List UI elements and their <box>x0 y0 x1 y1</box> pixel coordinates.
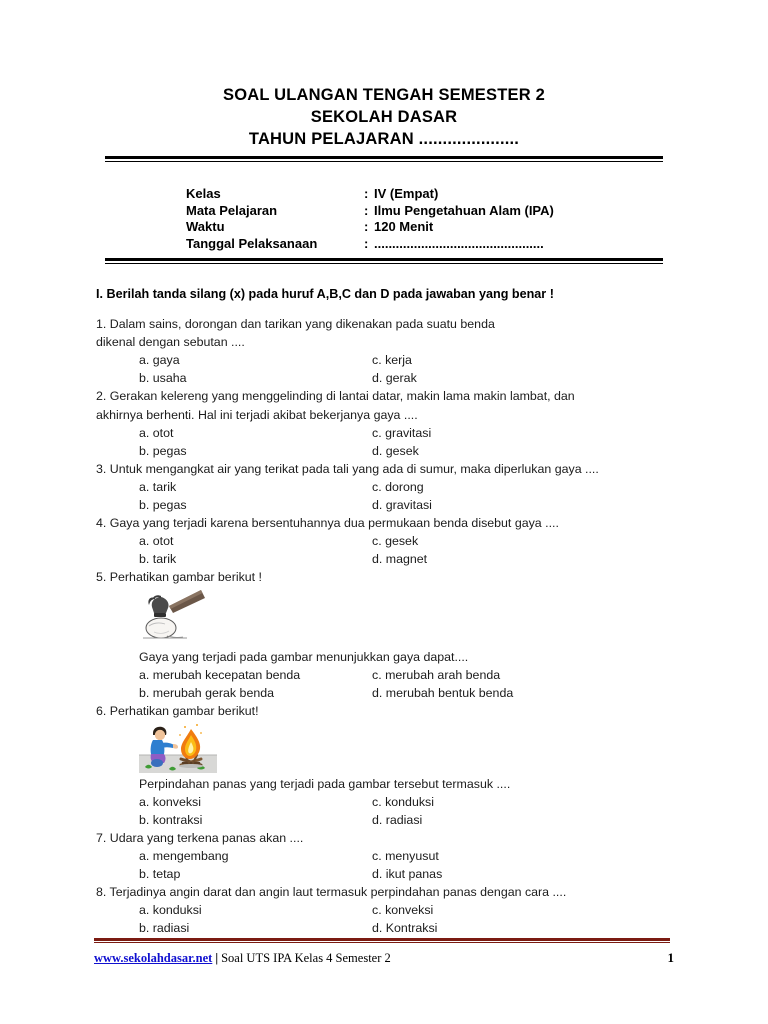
question-7-option-a[interactable]: a. mengembang <box>139 848 229 863</box>
question-7-options <box>139 847 686 883</box>
question-2-option-b[interactable]: b. pegas <box>139 443 187 458</box>
question-7-option-c[interactable]: c. menyusut <box>372 848 439 863</box>
question-5-option-c[interactable]: c. merubah arah benda <box>372 668 501 683</box>
question-1-option-b[interactable]: b. usaha <box>139 371 187 386</box>
title-line-3: TAHUN PELAJARAN ..................... <box>248 130 520 148</box>
question-8-options <box>139 901 686 937</box>
question-5-figure-wrap <box>139 586 686 648</box>
question-3-text-line-1: 3. Untuk mengangkat air yang terikat pada tali yang ada di sumur, maka diperlukan gaya .... <box>96 461 599 476</box>
question-8-option-d[interactable]: d. Kontraksi <box>372 921 438 936</box>
question-3-option-c[interactable]: c. dorong <box>372 480 424 495</box>
footer-document-title: Soal UTS IPA Kelas 4 Semester 2 <box>221 951 391 965</box>
question-5-option-a[interactable]: a. merubah kecepatan benda <box>139 668 301 683</box>
question-6-option-a[interactable]: a. konveksi <box>139 794 201 809</box>
question-7-option-d[interactable]: d. ikut panas <box>372 866 443 881</box>
info-value-kelas: IV (Empat) <box>374 186 439 201</box>
question-8-option-c[interactable]: c. konveksi <box>372 903 434 918</box>
question-7-option-b[interactable]: b. tetap <box>139 866 181 881</box>
question-1-text-line-2: dikenal dengan sebutan .... <box>96 335 245 350</box>
info-value-waktu: 120 Menit <box>374 219 434 234</box>
question-4-option-a[interactable]: a. otot <box>139 534 174 549</box>
info-value-tanggal-pelaksanaan: ............................................... <box>374 235 544 251</box>
question-2-option-d[interactable]: d. gesek <box>372 443 419 458</box>
question-list <box>96 315 686 937</box>
question-8 <box>96 883 686 937</box>
page-title <box>105 84 663 150</box>
footer-divider-thin-line <box>94 942 670 943</box>
header-divider-top <box>105 156 663 162</box>
info-label-tanggal-pelaksanaan: Tanggal Pelaksanaan <box>186 235 318 251</box>
campfire-with-boy-icon <box>139 721 217 773</box>
info-row-tanggal-pelaksanaan <box>186 236 554 253</box>
question-1-text-line-1: 1. Dalam sains, dorongan dan tarikan yang dikenakan pada suatu benda <box>96 317 495 331</box>
info-row-mata-pelajaran <box>186 203 554 220</box>
question-6-option-d[interactable]: d. radiasi <box>372 812 423 827</box>
question-1-option-a[interactable]: a. gaya <box>139 353 180 368</box>
question-6-text-line-1: 6. Perhatikan gambar berikut! <box>96 704 259 719</box>
info-sep-waktu: : <box>364 219 369 234</box>
question-4-option-c[interactable]: c. gesek <box>372 534 419 549</box>
question-1 <box>96 315 686 387</box>
question-8-option-a[interactable]: a. konduksi <box>139 903 202 918</box>
info-sep-kelas: : <box>364 186 369 201</box>
question-8-text-line-1: 8. Terjadinya angin darat dan angin laut termasuk perpindahan panas dengan cara .... <box>96 884 567 899</box>
info-label-kelas: Kelas <box>186 186 221 201</box>
question-6-caption: Perpindahan panas yang terjadi pada gambar tersebut termasuk .... <box>139 776 511 791</box>
question-2-options <box>139 424 686 460</box>
info-sep-mata-pelajaran: : <box>364 202 369 218</box>
question-5-text-line-1: 5. Perhatikan gambar berikut ! <box>96 570 262 585</box>
question-6-options <box>139 793 686 829</box>
question-5-option-d[interactable]: d. merubah bentuk benda <box>372 686 514 701</box>
divider-thin-line <box>105 161 663 162</box>
footer-website-link[interactable]: www.sekolahdasar.net <box>94 951 213 965</box>
question-3-options <box>139 478 686 514</box>
question-2-text-line-1: 2. Gerakan kelereng yang menggelinding di lantai datar, makin lama makin lambat, dan <box>96 389 575 404</box>
question-6-option-b[interactable]: b. kontraksi <box>139 812 203 827</box>
question-2-text-line-2: akhirnya berhenti. Hal ini terjadi akibat bekerjanya gaya .... <box>96 407 418 422</box>
section-instruction: I. Berilah tanda silang (x) pada huruf A,B,C dan D pada jawaban yang benar ! <box>96 287 554 301</box>
question-6 <box>96 702 686 828</box>
question-3-option-d[interactable]: d. gravitasi <box>372 498 432 513</box>
question-4-options <box>139 532 686 568</box>
question-3-option-a[interactable]: a. tarik <box>139 480 177 495</box>
question-5-caption: Gaya yang terjadi pada gambar menunjukkan gaya dapat.... <box>139 650 469 665</box>
question-3 <box>96 460 686 514</box>
question-4-text-line-1: 4. Gaya yang terjadi karena bersentuhannya dua permukaan benda disebut gaya .... <box>96 516 559 531</box>
question-5 <box>96 568 686 702</box>
question-8-option-b[interactable]: b. radiasi <box>139 921 190 936</box>
question-5-option-b[interactable]: b. merubah gerak benda <box>139 686 275 701</box>
divider-thin-line <box>105 263 663 264</box>
question-1-options <box>139 351 686 387</box>
info-label-waktu: Waktu <box>186 219 225 234</box>
question-4-option-d[interactable]: d. magnet <box>372 552 428 567</box>
footer-page-number: 1 <box>667 950 674 965</box>
footer-divider <box>94 938 670 943</box>
question-3-option-b[interactable]: b. pegas <box>139 498 187 513</box>
question-1-option-c[interactable]: c. kerja <box>372 353 412 368</box>
header-divider-bottom <box>105 258 663 264</box>
question-6-figure-wrap <box>139 721 686 775</box>
info-label-mata-pelajaran: Mata Pelajaran <box>186 202 278 218</box>
question-2 <box>96 387 686 459</box>
question-4-option-b[interactable]: b. tarik <box>139 552 177 567</box>
question-5-options <box>139 666 686 702</box>
question-2-option-c[interactable]: c. gravitasi <box>372 425 432 440</box>
question-7 <box>96 829 686 883</box>
question-1-option-d[interactable]: d. gerak <box>372 371 417 386</box>
info-value-mata-pelajaran: Ilmu Pengetahuan Alam (IPA) <box>374 202 554 218</box>
info-row-kelas <box>186 186 554 203</box>
hammer-hitting-egg-icon <box>139 586 219 646</box>
question-6-option-c[interactable]: c. konduksi <box>372 794 434 809</box>
question-2-option-a[interactable]: a. otot <box>139 425 174 440</box>
info-row-waktu <box>186 219 554 236</box>
question-7-text-line-1: 7. Udara yang terkena panas akan .... <box>96 830 304 845</box>
exam-info-block <box>186 186 554 252</box>
question-4 <box>96 514 686 568</box>
page-footer <box>94 950 674 966</box>
title-line-1: SOAL ULANGAN TENGAH SEMESTER 2 <box>223 86 545 104</box>
title-line-2: SEKOLAH DASAR <box>310 108 458 126</box>
footer-separator: | <box>215 951 219 965</box>
info-sep-tanggal-pelaksanaan: : <box>364 235 369 251</box>
